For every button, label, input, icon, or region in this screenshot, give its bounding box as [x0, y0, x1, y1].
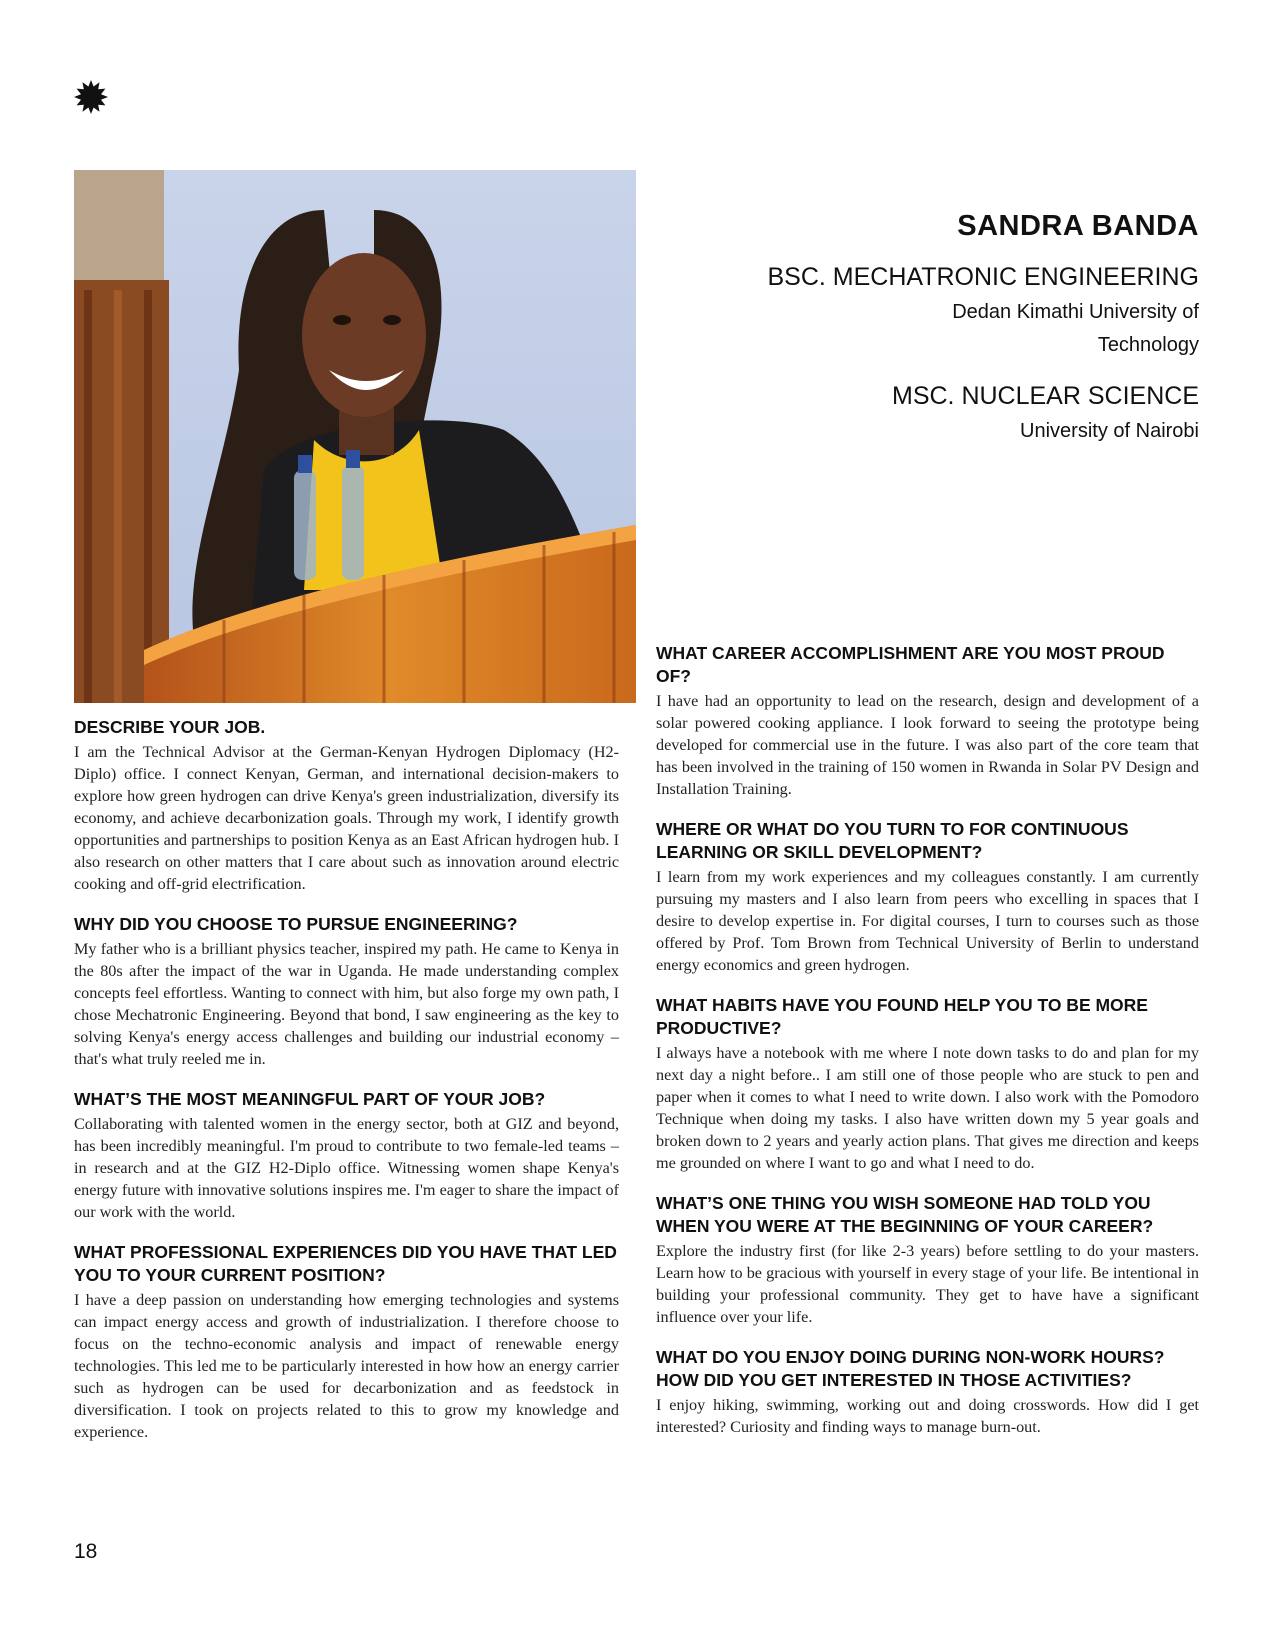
answer-text: Collaborating with talented women in the energy sector, both at GIZ and beyond, has been incredibly meaningful. I'm proud to contribute to two female-led teams – in research and at the GIZ H2-Diplo office. Witnessing women shape Kenya's energy future with innovative solutions inspires me. I'm eager to share the impact of our work with the world.: [74, 1115, 619, 1221]
answer-text: My father who is a brilliant physics teacher, inspired my path. He came to Kenya in the 80s after the impact of the war in Uganda. He made understanding complex concepts feel effortless. Wanting to connect with him, but also forge my own path, I chose Mechatronic Engineering. Beyond that bond, I saw engineering as the key to solving Kenya's energy access challenges and building our industrial economy – that's what truly reeled me in.: [74, 940, 619, 1068]
answer-text: Explore the industry first (for like 2-3 years) before settling to do your masters. Learn how to be gracious with yourself in every stage of your life. Be intentional in building your professional community. They get to have have a significant influence over your life.: [656, 1242, 1199, 1326]
answer-text: I enjoy hiking, swimming, working out and doing crosswords. How did I get interested? Curiosity and finding ways to manage burn-out.: [656, 1396, 1199, 1436]
qa-productive-habits: [656, 994, 1199, 1174]
starburst-icon: [74, 80, 108, 114]
school-msc: University of Nairobi: [1020, 420, 1199, 442]
qa-career-accomplishment: [656, 642, 1199, 800]
qa-why-engineering: [74, 913, 619, 1070]
question-heading: WHAT DO YOU ENJOY DOING DURING NON-WORK HOURS? HOW DID YOU GET INTERESTED IN THOSE ACTIVITIES?: [656, 1347, 1165, 1390]
question-heading: WHAT HABITS HAVE YOU FOUND HELP YOU TO BE MORE PRODUCTIVE?: [656, 995, 1148, 1038]
question-heading: WHAT’S ONE THING YOU WISH SOMEONE HAD TOLD YOU WHEN YOU WERE AT THE BEGINNING OF YOUR CAREER?: [656, 1193, 1154, 1236]
question-heading: WHAT CAREER ACCOMPLISHMENT ARE YOU MOST PROUD OF?: [656, 643, 1165, 686]
page-number: 18: [74, 1540, 98, 1563]
portrait-photo: [74, 170, 636, 703]
question-heading: WHAT PROFESSIONAL EXPERIENCES DID YOU HAVE THAT LED YOU TO YOUR CURRENT POSITION?: [74, 1242, 617, 1285]
left-column: [74, 716, 619, 1461]
profile-header: [639, 210, 1199, 448]
school-bsc: Dedan Kimathi University of Technology: [952, 301, 1199, 356]
degree-bsc: BSC. MECHATRONIC ENGINEERING: [767, 263, 1199, 291]
qa-meaningful-part: [74, 1088, 619, 1223]
question-heading: WHY DID YOU CHOOSE TO PURSUE ENGINEERING?: [74, 914, 518, 934]
qa-continuous-learning: [656, 818, 1199, 976]
answer-text: I learn from my work experiences and my colleagues constantly. I am currently pursuing my masters and I also learn from peers who excelling in spaces that I desire to develop expertise in. For digital courses, I turn to courses such as those offered by Prof. Tom Brown from Technical University of Berlin to understand energy economics and green hydrogen.: [656, 868, 1199, 974]
qa-non-work-hours: [656, 1346, 1199, 1438]
qa-professional-experiences: [74, 1241, 619, 1443]
question-heading: WHERE OR WHAT DO YOU TURN TO FOR CONTINUOUS LEARNING OR SKILL DEVELOPMENT?: [656, 819, 1129, 862]
answer-text: I have a deep passion on understanding how emerging technologies and systems can impact energy access and growth of industrialization. I therefore choose to focus on the techno-economic analysis and impact of renewable energy technologies. This led me to be particularly interested in how how an energy carrier such as hydrogen can be used for decarbonization and as feedstock in diversification. I took on projects related to this to grow my knowledge and experience.: [74, 1291, 619, 1441]
answer-text: I am the Technical Advisor at the German-Kenyan Hydrogen Diplomacy (H2-Diplo) office. I connect Kenyan, German, and international decision-makers to explore how green hydrogen can drive Kenya's green industrialization, diversify its economy, and achieve decarbonization goals. Through my work, I identify growth opportunities and partnerships to position Kenya as an East African hydrogen hub. I also research on other matters that I care about such as innovation around electric cooking and off-grid electrification.: [74, 743, 619, 893]
question-heading: DESCRIBE YOUR JOB.: [74, 717, 266, 737]
answer-text: I have had an opportunity to lead on the research, design and development of a solar powered cooking appliance. I look forward to seeing the prototype being developed for commercial use in the future. I was also part of the core team that has been involved in the training of 150 women in Rwanda in Solar PV Design and Installation Training.: [656, 692, 1199, 798]
answer-text: I always have a notebook with me where I note down tasks to do and plan for my next day a night before.. I am still one of those people who are stuck to pen and paper when it comes to what I need to write down. I also work with the Pomodoro Technique when doing my tasks. I also have written down my 5 year goals and broken down to 2 years and yearly action plans. That gives me direction and keeps me grounded on where I want to go and what I need to do.: [656, 1044, 1199, 1172]
question-heading: WHAT’S THE MOST MEANINGFUL PART OF YOUR JOB?: [74, 1089, 546, 1109]
degree-msc: MSC. NUCLEAR SCIENCE: [892, 382, 1199, 410]
person-name: SANDRA BANDA: [957, 210, 1199, 242]
qa-describe-job: [74, 716, 619, 895]
qa-wish-told: [656, 1192, 1199, 1328]
right-column: [656, 642, 1199, 1456]
